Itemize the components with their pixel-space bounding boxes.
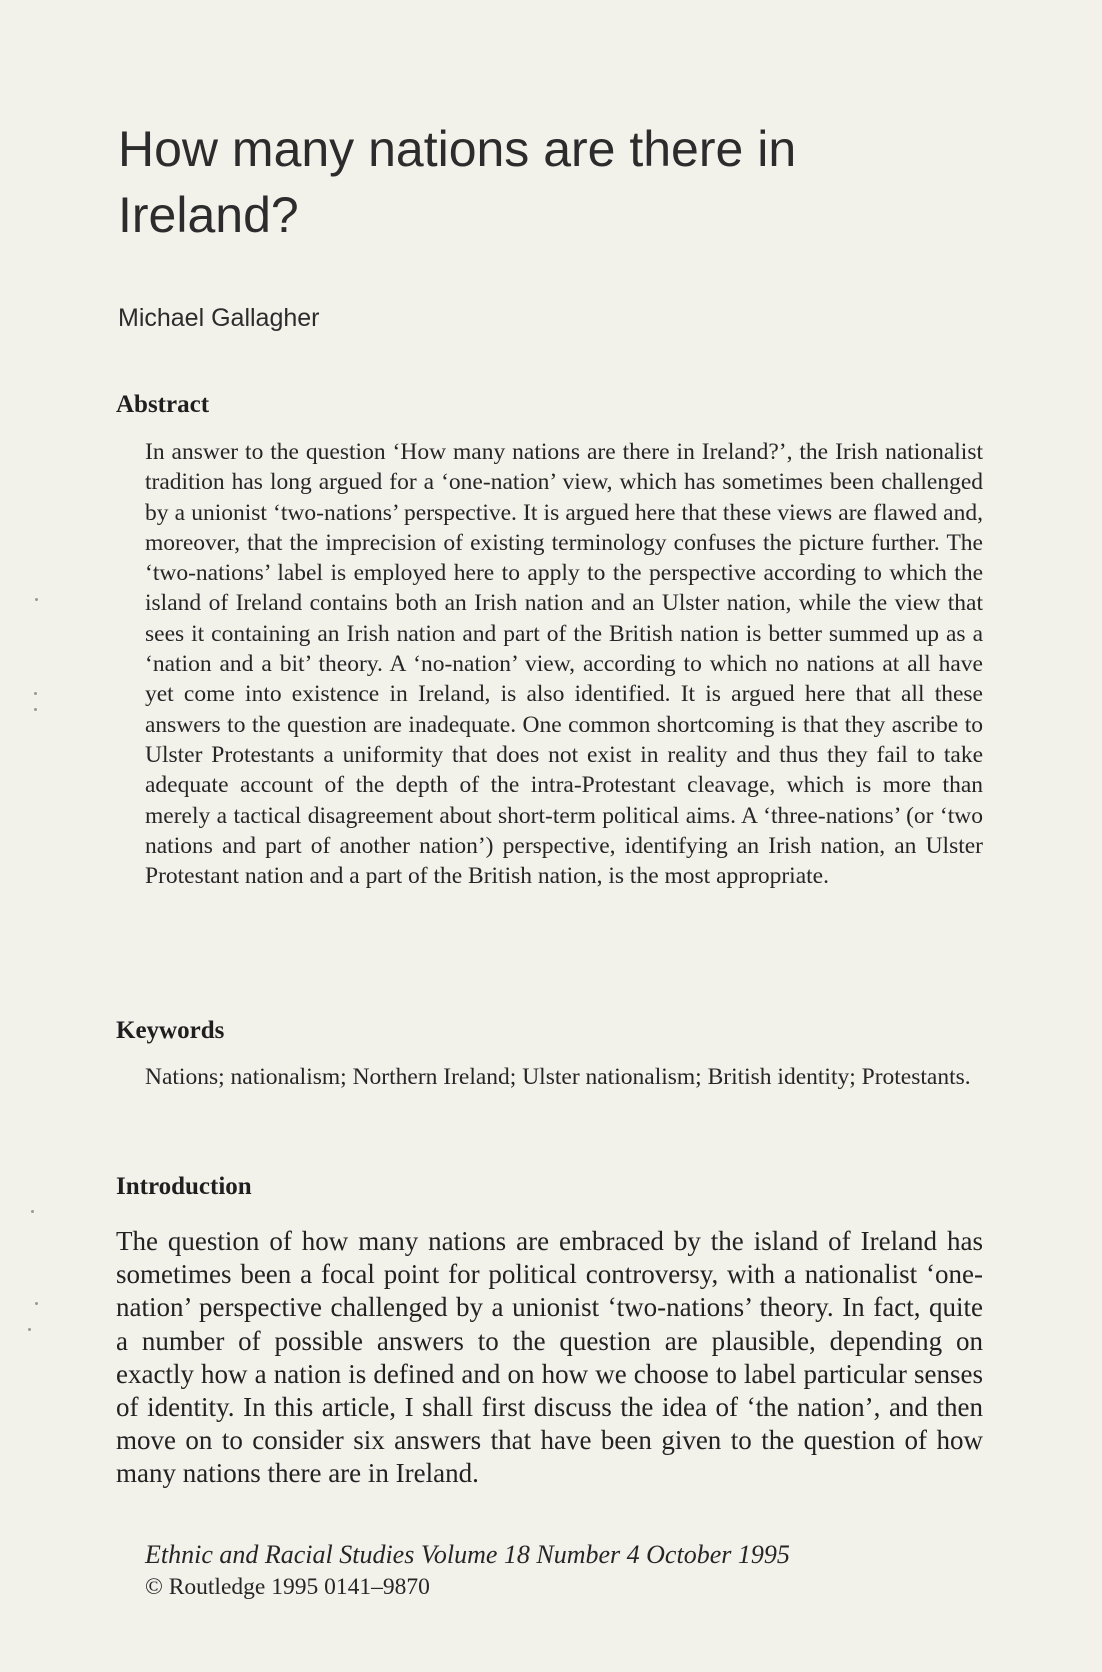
journal-citation: Ethnic and Racial Studies Volume 18 Number 4 October 1995 <box>145 1540 790 1569</box>
abstract-heading: Abstract <box>116 391 210 418</box>
scan-speck <box>34 692 37 695</box>
scan-speck <box>35 1302 38 1305</box>
copyright-line: © Routledge 1995 0141–9870 <box>145 1574 430 1600</box>
scan-speck <box>34 708 37 711</box>
abstract-text: In answer to the question ‘How many nations are there in Ireland?’, the Irish nationalist tradition has long argued for a ‘one-nation’ view, which has sometimes been challenged by a unionist ‘two-nations’ perspective. It is argued here that these views are flawed and, moreover, that the imprecision of existing terminology confuses the picture further. The ‘two-nations’ label is employed here to apply to the perspective according to which the island of Ireland contains both an Irish nation and an Ulster nation, while the view that sees it containing an Irish nation and part of the British nation is better summed up as a ‘nation and a bit’ theory. A ‘no-nation’ view, according to which no nations at all have yet come into existence in Ireland, is also identified. It is argued here that all these answers to the question are inadequate. One common shortcoming is that they ascribe to Ulster Protestants a uniformity that does not exist in reality and thus they fail to take adequate account of the depth of the intra-Protestant cleavage, which is more than merely a tactical disagreement about short-term political aims. A ‘three-nations’ (or ‘two nations and part of another nation’) perspective, identifying an Irish nation, an Ulster Protestant nation and a part of the British nation, is the most appropriate. <box>145 439 983 890</box>
article-title: How many nations are there in Ireland? <box>118 121 797 243</box>
introduction-text: The question of how many nations are embraced by the island of Ireland has sometimes been a focal point for political controversy, with a nationalist ‘one-nation’ perspective challenged by a unionist ‘two-nations’ theory. In fact, quite a number of possible answers to the question are plausible, depending on exactly how a nation is defined and on how we choose to label particular senses of identity. In this article, I shall first discuss the idea of ‘the nation’, and then move on to consider six answers that have been given to the question of how many nations there are in Ireland. <box>116 1226 983 1489</box>
scan-speck <box>35 598 38 601</box>
scan-speck <box>31 1210 34 1213</box>
scan-speck <box>28 1328 31 1331</box>
keywords-text: Nations; nationalism; Northern Ireland; Ulster nationalism; British identity; Protestants. <box>145 1064 971 1090</box>
introduction-heading: Introduction <box>116 1173 252 1200</box>
article-author: Michael Gallagher <box>118 304 320 332</box>
keywords-heading: Keywords <box>116 1017 225 1044</box>
